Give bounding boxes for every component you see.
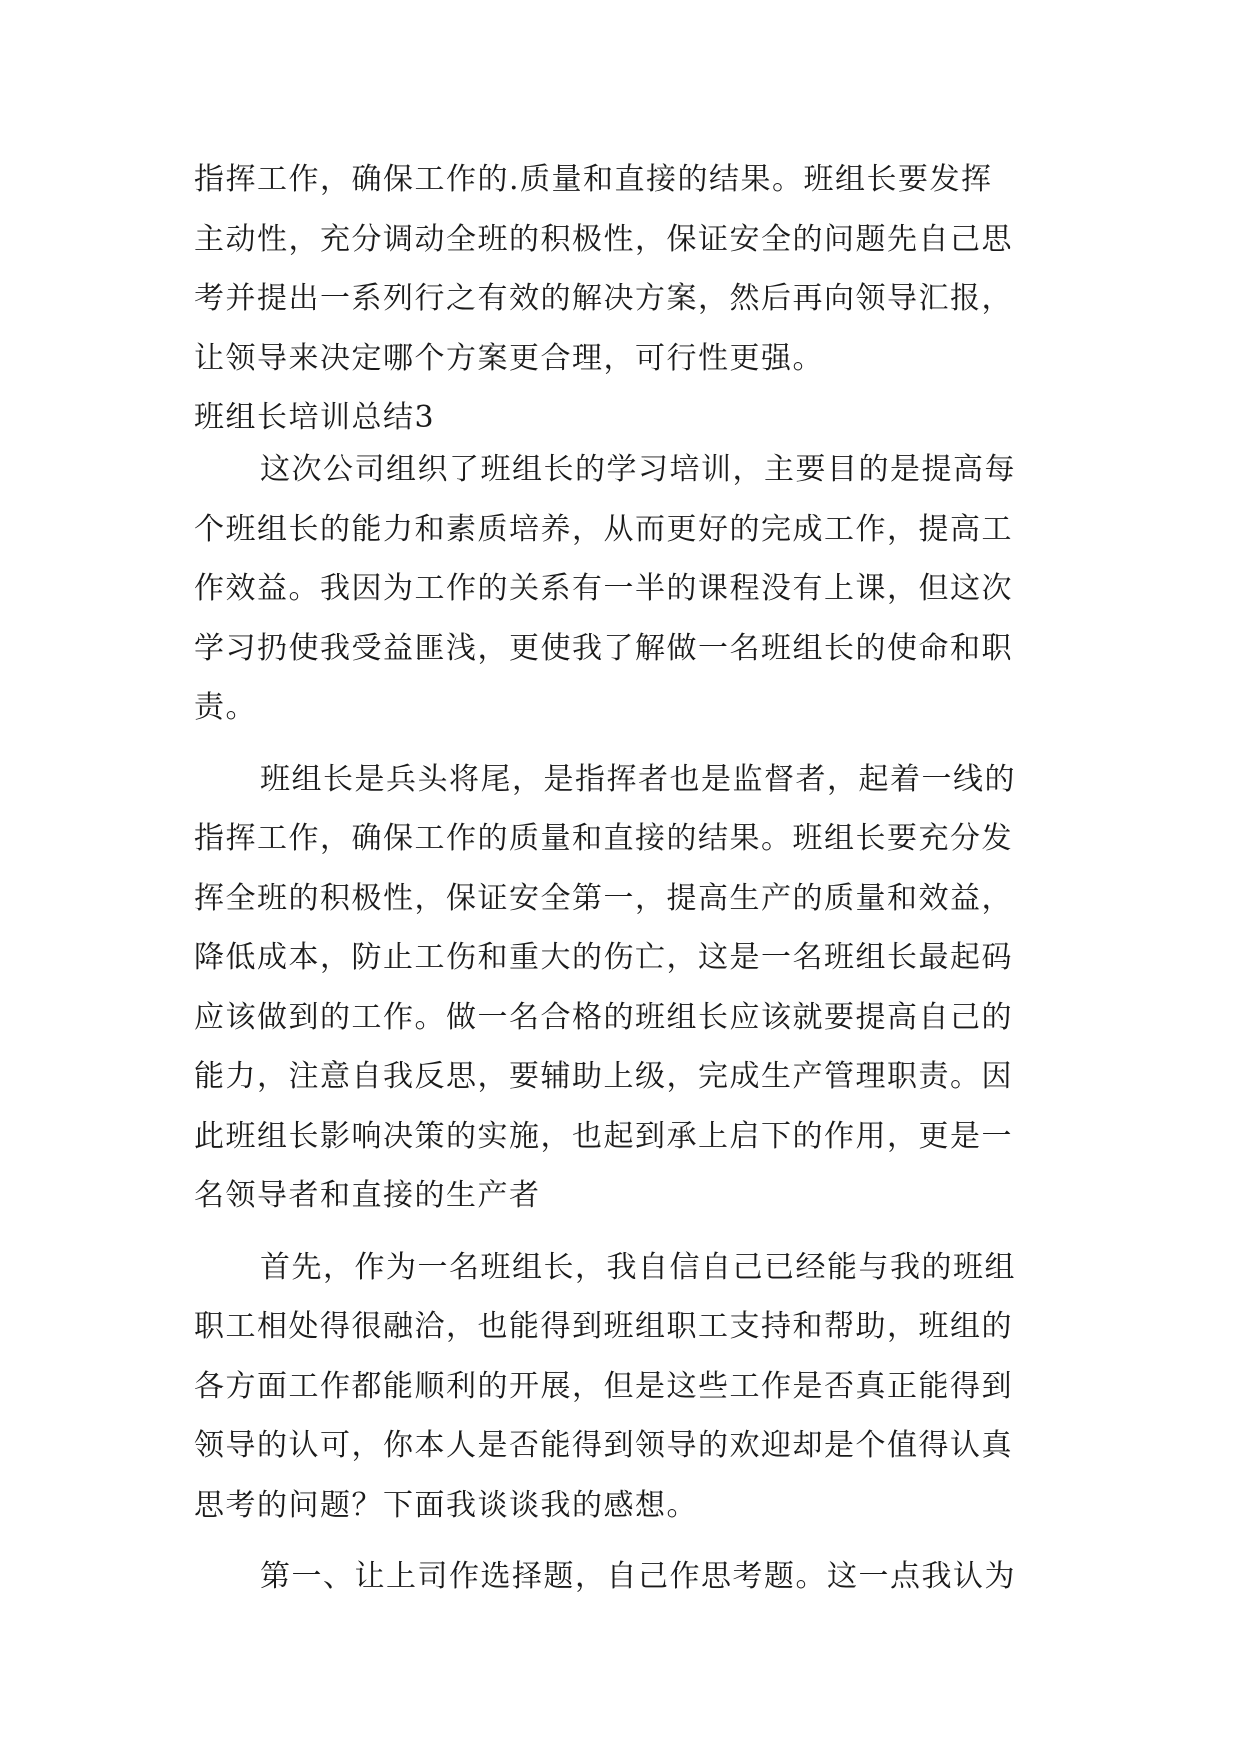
text-line: 此班组长影响决策的实施，也起到承上启下的作用，更是一 bbox=[194, 1118, 1013, 1154]
text-line: 领导的认可，你本人是否能得到领导的欢迎却是个值得认真 bbox=[194, 1428, 1013, 1463]
text-line: 作效益。我因为工作的关系有一半的课程没有上课，但这次 bbox=[194, 571, 1013, 606]
text-line: 指挥工作，确保工作的质量和直接的结果。班组长要充分发 bbox=[194, 821, 1013, 856]
text-line: 降低成本，防止工伤和重大的伤亡，这是一名班组长最起码 bbox=[194, 940, 1013, 975]
text-line: 思考的问题？下面我谈谈我的感想。 bbox=[194, 1487, 698, 1523]
text-line: 班组长是兵头将尾，是指挥者也是监督者，起着一线的 bbox=[260, 761, 1016, 797]
text-line: 挥全班的积极性，保证安全第一，提高生产的质量和效益， bbox=[194, 880, 1013, 916]
text-line: 学习扔使我受益匪浅，更使我了解做一名班组长的使命和职 bbox=[194, 630, 1013, 666]
text-line: 各方面工作都能顺利的开展，但是这些工作是否真正能得到 bbox=[194, 1368, 1013, 1404]
text-line: 第一、让上司作选择题，自己作思考题。这一点我认为 bbox=[260, 1559, 1016, 1594]
text-line: 个班组长的能力和素质培养，从而更好的完成工作，提高工 bbox=[194, 511, 1013, 547]
text-line: 名领导者和直接的生产者 bbox=[194, 1178, 541, 1213]
text-line: 首先，作为一名班组长，我自信自己已经能与我的班组 bbox=[260, 1249, 1016, 1285]
text-line: 职工相处得很融洽，也能得到班组职工支持和帮助，班组的 bbox=[194, 1309, 1013, 1344]
text-line: 应该做到的工作。做一名合格的班组长应该就要提高自己的 bbox=[194, 999, 1013, 1035]
document-page bbox=[194, 150, 1054, 1607]
text-line: 责。 bbox=[194, 690, 257, 725]
text-line: 这次公司组织了班组长的学习培训，主要目的是提高每 bbox=[260, 452, 1016, 487]
section-heading: 班组长培训总结3 bbox=[194, 400, 436, 435]
text-line: 考并提出一系列行之有效的解决方案，然后再向领导汇报， bbox=[194, 281, 1013, 316]
text-line: 能力，注意自我反思，要辅助上级，完成生产管理职责。因 bbox=[194, 1059, 1013, 1094]
text-line: 让领导来决定哪个方案更合理，可行性更强。 bbox=[194, 340, 824, 376]
text-line: 主动性，充分调动全班的积极性，保证安全的问题先自己思 bbox=[194, 221, 1013, 257]
text-line: 指挥工作，确保工作的.质量和直接的结果。班组长要发挥 bbox=[194, 162, 993, 197]
